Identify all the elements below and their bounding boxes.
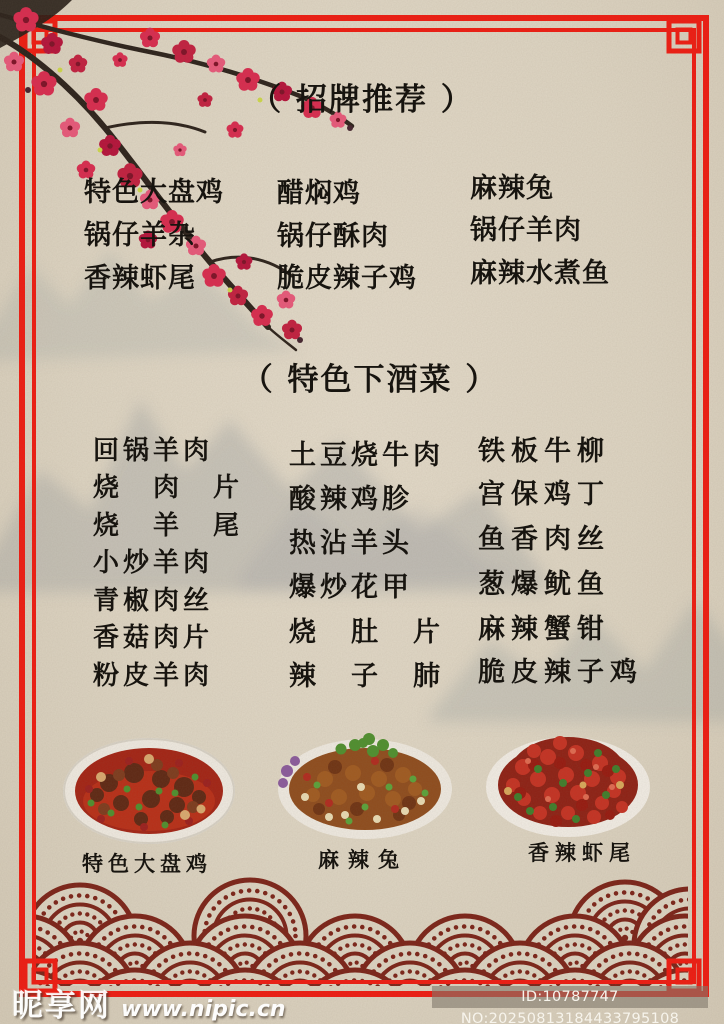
- menu-item: 锅仔酥肉: [277, 221, 389, 252]
- menu-item: 土豆烧牛肉: [289, 440, 444, 471]
- menu-item: 香辣虾尾: [84, 263, 196, 294]
- menu-item: 爆炒花甲: [289, 572, 413, 603]
- menu-item: 小炒羊肉: [93, 548, 214, 578]
- image-id-watermark: ID:10787747 NO:20250813184433795108: [432, 986, 708, 1008]
- site-watermark: [12, 980, 286, 1024]
- menu-item: 鱼香肉丝: [478, 524, 610, 555]
- menu-item: 锅仔羊杂: [84, 220, 196, 251]
- photo-caption-shrimp-tails: 香辣虾尾: [528, 841, 636, 865]
- menu-item: 回锅羊肉: [93, 436, 214, 466]
- menu-item: 烧 肚 片: [289, 617, 444, 648]
- menu-item: 醋焖鸡: [277, 178, 361, 209]
- site-watermark-name: 昵享网: [12, 988, 111, 1024]
- site-watermark-url: www.nipic.cn: [121, 997, 286, 1022]
- section2-title: （ 特色下酒菜 ）: [241, 362, 499, 398]
- menu-item: 麻辣兔: [470, 173, 554, 204]
- menu-item: 麻辣水煮鱼: [470, 258, 610, 289]
- menu-item: 铁板牛柳: [478, 436, 610, 467]
- photo-caption-dapanji: 特色大盘鸡: [82, 852, 212, 876]
- menu-item: 香菇肉片: [93, 623, 214, 653]
- menu-item: 锅仔羊肉: [470, 215, 582, 246]
- menu-item: 烧 肉 片: [93, 473, 244, 503]
- section1-title: （ 招牌推荐 ）: [250, 82, 474, 118]
- menu-item: 特色大盘鸡: [84, 177, 224, 208]
- menu-item: 热沾羊头: [289, 528, 413, 559]
- menu-item: 麻辣蟹钳: [478, 614, 610, 645]
- menu-item: 青椒肉丝: [93, 586, 214, 616]
- menu-item: 宫保鸡丁: [478, 479, 610, 510]
- menu-item: 烧 羊 尾: [93, 511, 244, 541]
- menu-item: 辣 子 肺: [289, 661, 444, 692]
- photo-caption-mala-rabbit: 麻辣兔: [318, 848, 408, 872]
- menu-item: 脆皮辣子鸡: [277, 263, 417, 294]
- menu-item: 酸辣鸡胗: [289, 484, 413, 515]
- menu-item: 脆皮辣子鸡: [478, 657, 643, 688]
- menu-item: 葱爆鱿鱼: [478, 569, 610, 600]
- menu-item: 粉皮羊肉: [93, 661, 214, 691]
